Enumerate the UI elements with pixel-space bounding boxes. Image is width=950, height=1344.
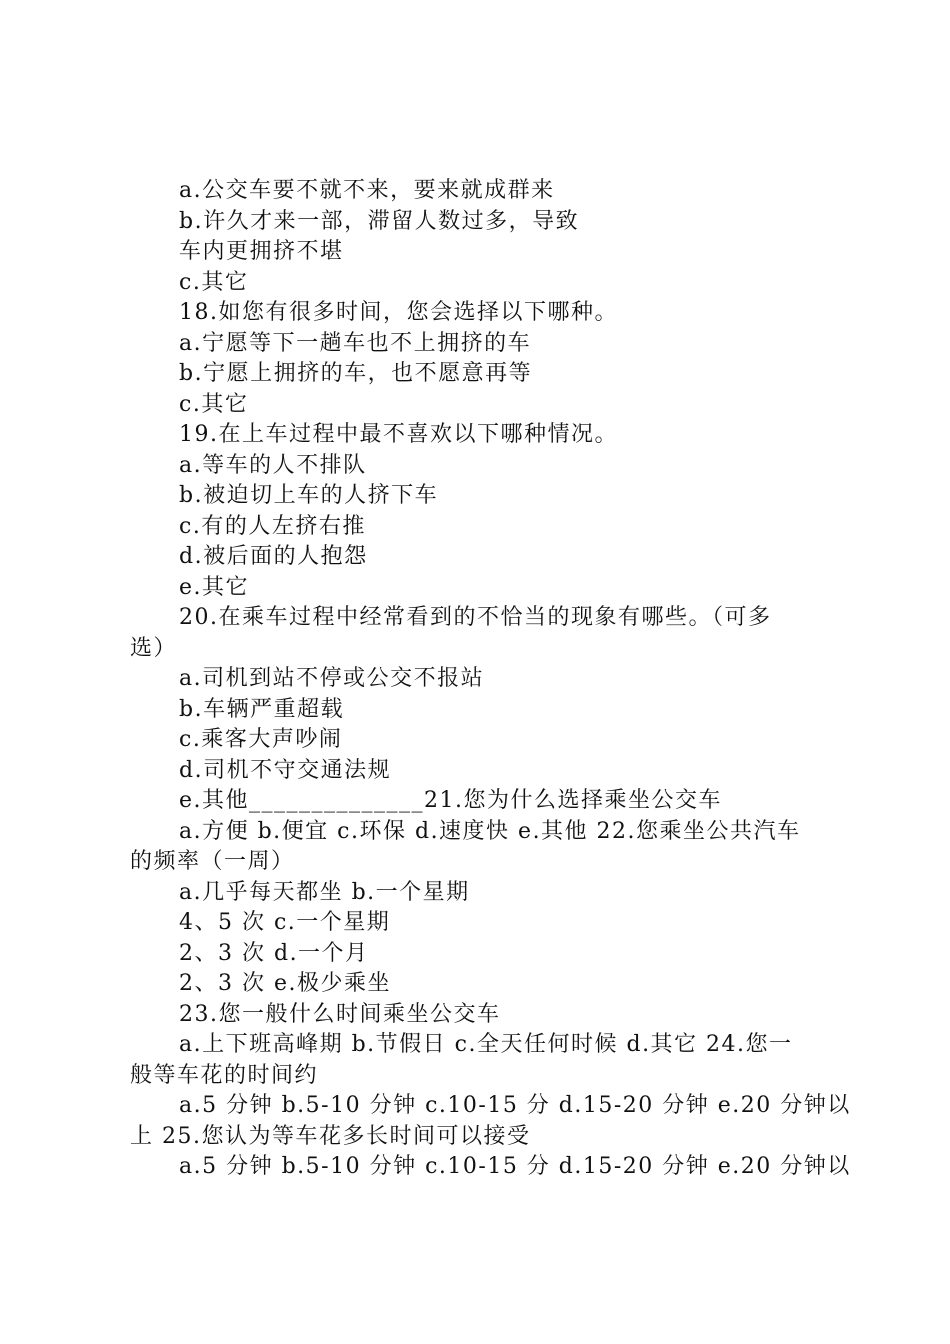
question-heading: 18.如您有很多时间，您会选择以下哪种。 [179, 300, 618, 325]
question-heading: 23.您一般什么时间乘坐公交车 [179, 1001, 501, 1027]
text-line: a.几乎每天都坐 b.一个星期 [179, 879, 470, 905]
text-line: 4、5 次 c.一个星期 [179, 910, 391, 935]
survey-text-body [130, 176, 851, 1183]
text-line: a.上下班高峰期 b.节假日 c.全天任何时候 d.其它 24.您一 [179, 1032, 793, 1057]
text-line: 上 25.您认为等车花多长时间可以接受 [130, 1123, 531, 1149]
text-line: a.司机到站不停或公交不报站 [179, 666, 485, 691]
text-line: 2、3 次 e.极少乘坐 [179, 971, 391, 996]
text-line: c.乘客大声吵闹 [179, 727, 343, 752]
text-line: 般等车花的时间约 [130, 1062, 319, 1088]
question-heading: 19.在上车过程中最不喜欢以下哪种情况。 [179, 422, 618, 447]
text-line: e.其他______________21.您为什么选择乘坐公交车 [179, 788, 723, 813]
text-line: b.宁愿上拥挤的车，也不愿意再等 [179, 361, 533, 386]
question-heading: 20.在乘车过程中经常看到的不恰当的现象有哪些。（可多 [179, 605, 772, 630]
text-line: a.宁愿等下一趟车也不上拥挤的车 [179, 330, 532, 356]
text-line: c.其它 [179, 391, 249, 417]
text-line: b.许久才来一部，滞留人数过多，导致 [179, 208, 580, 234]
text-line: 选） [130, 635, 178, 661]
text-line: b.车辆严重超载 [179, 696, 345, 722]
text-line: a.等车的人不排队 [179, 452, 367, 478]
text-line: d.被后面的人抱怨 [179, 544, 368, 569]
text-line: 的频率（一周） [130, 849, 295, 874]
text-line: c.其它 [179, 269, 249, 295]
text-line: d.司机不守交通法规 [179, 757, 392, 783]
text-line: a.5 分钟 b.5-10 分钟 c.10-15 分 d.15-20 分钟 e.20 分钟以 [179, 1093, 851, 1118]
text-line: 车内更拥挤不堪 [179, 239, 344, 264]
text-line: a.公交车要不就不来，要来就成群来 [179, 178, 555, 203]
text-line: a.5 分钟 b.5-10 分钟 c.10-15 分 d.15-20 分钟 e.20 分钟以 [179, 1154, 851, 1179]
text-line: a.方便 b.便宜 c.环保 d.速度快 e.其他 22.您乘坐公共汽车 [179, 818, 801, 844]
text-line: 2、3 次 d.一个月 [179, 940, 369, 966]
text-line: b.被迫切上车的人挤下车 [179, 483, 439, 508]
text-line: e.其它 [179, 574, 250, 600]
text-line: c.有的人左挤右推 [179, 513, 366, 539]
